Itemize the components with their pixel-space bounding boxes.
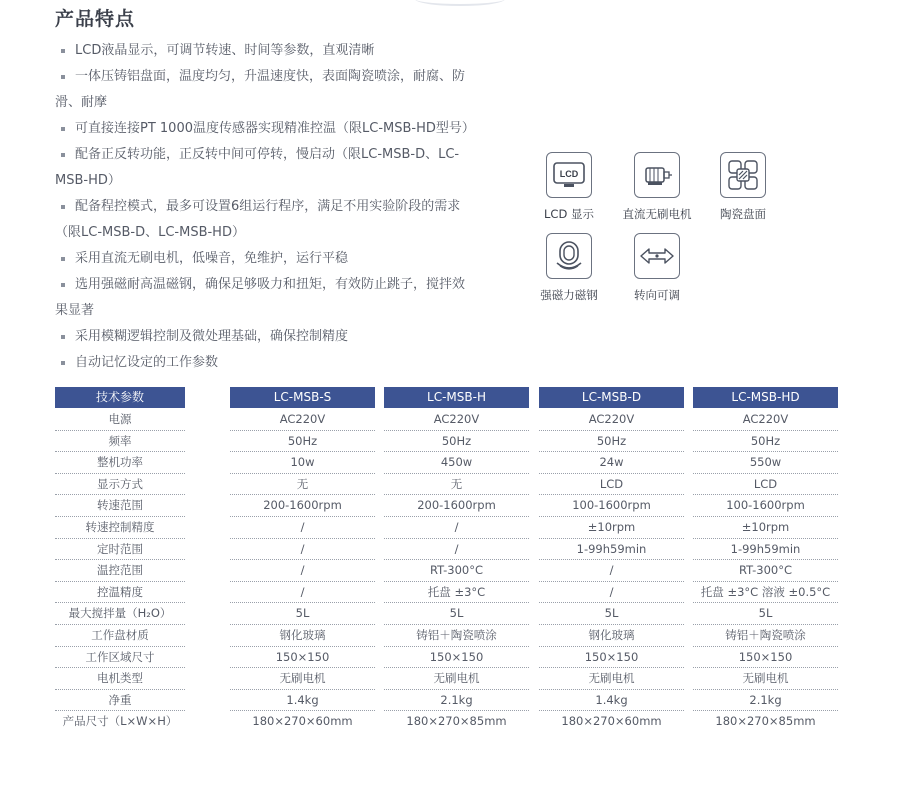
bullet-icon <box>61 49 65 53</box>
param-name-cell: 电源 <box>55 409 185 431</box>
param-value-cell: / <box>230 582 375 604</box>
param-name-cell: 显示方式 <box>55 474 185 496</box>
icon-label-lcd: LCD 显示 <box>544 207 594 221</box>
param-value-cell: 无 <box>230 474 375 496</box>
bullet-icon <box>61 335 65 339</box>
param-value-cell: / <box>539 582 684 604</box>
icon-label-motor: 直流无刷电机 <box>622 207 692 221</box>
param-value-cell: 无刷电机 <box>230 668 375 690</box>
feature-item <box>55 116 475 142</box>
bullet-icon <box>61 127 65 131</box>
param-value-cell: 钢化玻璃 <box>230 625 375 647</box>
param-value-cell: AC220V <box>539 409 684 431</box>
lcd-icon-text: LCD <box>559 169 579 179</box>
feature-text: 采用模糊逻辑控制及微处理基础，确保控制精度 <box>75 329 349 344</box>
param-value-cell: ±10rpm <box>693 517 838 539</box>
icon-tile-ceramic <box>698 152 788 222</box>
param-value-cell: 无刷电机 <box>693 668 838 690</box>
feature-item <box>55 246 475 272</box>
feature-text: 采用直流无刷电机，低噪音，免维护，运行平稳 <box>75 251 349 266</box>
param-value-cell: 100-1600rpm <box>693 495 838 517</box>
ceramic-plate-icon <box>720 152 766 198</box>
magnet-icon <box>546 233 592 279</box>
param-value-cell: 180×270×85mm <box>715 714 816 729</box>
param-value-cell: ±10rpm <box>539 517 684 539</box>
param-value-cell: 铸铝＋陶瓷喷涂 <box>693 625 838 647</box>
param-value-cell: 1-99h59min <box>693 539 838 561</box>
param-value-cell: 50Hz <box>539 431 684 453</box>
icon-label-magnet: 强磁力磁钢 <box>540 288 598 302</box>
param-value-cell: AC220V <box>230 409 375 431</box>
param-name-cell: 整机功率 <box>55 452 185 474</box>
reversible-rotation-icon <box>634 233 680 279</box>
param-name-cell: 转速范围 <box>55 495 185 517</box>
param-name-cell: 转速控制精度 <box>55 517 185 539</box>
param-value-cell: / <box>230 517 375 539</box>
icon-label-rotation: 转向可调 <box>634 288 680 302</box>
param-value-cell: AC220V <box>693 409 838 431</box>
param-value-cell: 50Hz <box>230 431 375 453</box>
param-value-cell: 钢化玻璃 <box>539 625 684 647</box>
feature-item <box>55 64 475 116</box>
brushless-motor-icon <box>634 152 680 198</box>
param-value-cell: / <box>230 560 375 582</box>
param-value-cell: AC220V <box>384 409 529 431</box>
param-value-cell: / <box>384 539 529 561</box>
param-value-cell: 铸铝＋陶瓷喷涂 <box>384 625 529 647</box>
feature-item <box>55 38 475 64</box>
icon-label-ceramic: 陶瓷盘面 <box>720 207 766 221</box>
param-value-cell: 1.4kg <box>539 690 684 712</box>
param-name-cell: 定时范围 <box>55 539 185 561</box>
feature-text: LCD液晶显示，可调节转速、时间等参数，直观清晰 <box>75 43 375 58</box>
bullet-icon <box>61 361 65 365</box>
bullet-icon <box>61 205 65 209</box>
param-name-cell: 工作盘材质 <box>55 625 185 647</box>
param-value-cell: 5L <box>539 603 684 625</box>
param-value-cell: 150×150 <box>230 647 375 669</box>
param-value-cell: 5L <box>384 603 529 625</box>
param-value-cell: / <box>384 517 529 539</box>
param-value-cell: 无 <box>384 474 529 496</box>
icon-tile-lcd <box>524 152 614 222</box>
param-value-cell: 无刷电机 <box>539 668 684 690</box>
param-value-cell: 200-1600rpm <box>384 495 529 517</box>
param-value-cell: 550w <box>693 452 838 474</box>
param-value-cell: 托盘 ±3°C 溶液 ±0.5°C <box>693 582 838 604</box>
table-header-model: LC-MSB-D <box>539 387 684 408</box>
param-value-cell: RT-300°C <box>384 560 529 582</box>
param-value-cell: 450w <box>384 452 529 474</box>
param-value-cell: 180×270×60mm <box>561 714 662 729</box>
table-header-model: LC-MSB-HD <box>693 387 838 408</box>
param-value-cell: 10w <box>230 452 375 474</box>
feature-item <box>55 350 475 376</box>
param-value-cell: 150×150 <box>693 647 838 669</box>
param-value-cell: / <box>230 539 375 561</box>
feature-text: 选用强磁耐高温磁钢，确保足够吸力和扭矩，有效防止跳子，搅拌效果显著 <box>55 277 466 318</box>
param-value-cell: 200-1600rpm <box>230 495 375 517</box>
bullet-icon <box>61 283 65 287</box>
feature-text: 一体压铸铝盘面，温度均匀，升温速度快，表面陶瓷喷涂，耐腐、防滑、耐摩 <box>55 69 466 110</box>
param-name-cell: 最大搅拌量（H₂O） <box>55 603 185 625</box>
param-value-cell: / <box>539 560 684 582</box>
param-value-cell: 180×270×60mm <box>252 714 353 729</box>
bullet-icon <box>61 75 65 79</box>
param-value-cell: 5L <box>693 603 838 625</box>
param-value-cell: LCD <box>693 474 838 496</box>
param-value-cell: LCD <box>539 474 684 496</box>
feature-item <box>55 324 475 350</box>
param-value-cell: 5L <box>230 603 375 625</box>
param-value-cell: 无刷电机 <box>384 668 529 690</box>
page-title: 产品特点 <box>55 8 136 30</box>
feature-item <box>55 142 475 194</box>
param-name-cell: 频率 <box>55 431 185 453</box>
param-name-cell: 温控范围 <box>55 560 185 582</box>
param-value-cell: 1-99h59min <box>539 539 684 561</box>
param-value-cell: 180×270×85mm <box>406 714 507 729</box>
feature-list <box>55 38 475 376</box>
lcd-display-icon <box>546 152 592 198</box>
param-value-cell: 150×150 <box>539 647 684 669</box>
param-name-cell: 净重 <box>55 690 185 712</box>
feature-item <box>55 194 475 246</box>
param-value-cell: 50Hz <box>384 431 529 453</box>
table-header-model: LC-MSB-S <box>230 387 375 408</box>
feature-text: 配备正反转功能，正反转中间可停转，慢启动（限LC-MSB-D、LC-MSB-HD） <box>55 147 460 188</box>
param-value-cell: 150×150 <box>384 647 529 669</box>
param-value-cell: 2.1kg <box>693 690 838 712</box>
param-value-cell: RT-300°C <box>693 560 838 582</box>
table-header-param: 技术参数 <box>55 387 185 408</box>
param-value-cell: 托盘 ±3°C <box>384 582 529 604</box>
param-value-cell: 2.1kg <box>384 690 529 712</box>
param-name-cell: 电机类型 <box>55 668 185 690</box>
top-decoration <box>415 0 505 6</box>
param-name-cell: 产品尺寸（L×W×H） <box>62 714 178 729</box>
feature-text: 自动记忆设定的工作参数 <box>75 355 219 370</box>
feature-text: 可直接连接PT 1000温度传感器实现精准控温（限LC-MSB-HD型号） <box>75 121 475 136</box>
param-value-cell: 100-1600rpm <box>539 495 684 517</box>
feature-item <box>55 272 475 324</box>
param-value-cell: 1.4kg <box>230 690 375 712</box>
param-name-cell: 工作区域尺寸 <box>55 647 185 669</box>
param-value-cell: 50Hz <box>693 431 838 453</box>
param-value-cell: 24w <box>539 452 684 474</box>
icon-tile-rotation <box>612 233 702 303</box>
bullet-icon <box>61 257 65 261</box>
param-name-cell: 控温精度 <box>55 582 185 604</box>
icon-tile-motor <box>612 152 702 222</box>
table-header-model: LC-MSB-H <box>384 387 529 408</box>
bullet-icon <box>61 153 65 157</box>
icon-tile-magnet <box>524 233 614 303</box>
feature-text: 配备程控模式，最多可设置6组运行程序，满足不用实验阶段的需求（限LC-MSB-D、LC-MSB-HD） <box>55 199 461 240</box>
